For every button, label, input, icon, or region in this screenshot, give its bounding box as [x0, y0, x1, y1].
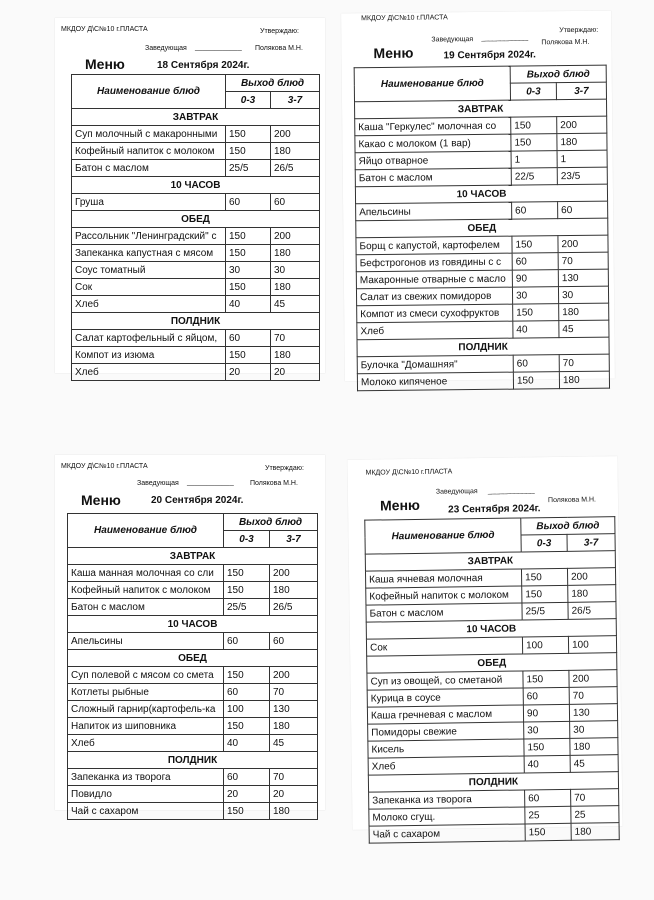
dish-name: Батон с маслом [366, 603, 522, 622]
portion-age-0-3: 60 [523, 687, 569, 705]
dish-name: Помидоры свежие [368, 722, 524, 741]
dish-name: Суп из овощей, со сметаной [367, 671, 523, 690]
menu-date: 20 Сентября 2024г. [151, 495, 244, 506]
section-title: ПОЛДНИК [357, 337, 609, 357]
portion-age-0-3: 150 [525, 823, 571, 841]
portion-age-0-3: 100 [522, 636, 568, 654]
column-header-age-0-3: 0-3 [521, 534, 567, 552]
dish-name: Сок [366, 637, 522, 656]
portion-age-0-3: 60 [513, 355, 559, 372]
dish-name: Молоко сгущ. [369, 807, 525, 826]
table-row [68, 786, 318, 803]
section-row [72, 313, 320, 330]
portion-age-3-7: 70 [569, 687, 617, 705]
head-name: Полякова М.Н. [547, 496, 596, 505]
portion-age-3-7: 30 [271, 262, 320, 279]
table-row [68, 684, 318, 701]
menu-title: Меню [85, 56, 125, 72]
dish-name: Каша манная молочная со сли [68, 565, 224, 582]
portion-age-3-7: 180 [270, 803, 318, 820]
dish-name: Апельсины [68, 633, 224, 650]
dish-name: Рассольник "Ленинградский" с [72, 228, 226, 245]
portion-age-3-7: 60 [558, 201, 608, 219]
column-header-name: Наименование блюд [354, 66, 510, 102]
table-row [72, 143, 320, 160]
section-row [68, 752, 318, 769]
portion-age-3-7: 60 [270, 633, 318, 650]
portion-age-3-7: 200 [558, 235, 608, 253]
menu-title: Меню [81, 492, 121, 508]
menu-date: 19 Сентября 2024г. [443, 49, 537, 62]
portion-age-3-7: 26/5 [568, 602, 616, 620]
table-row [72, 347, 320, 364]
portion-age-3-7: 200 [569, 670, 617, 688]
menu-date: 23 Сентября 2024г. [448, 503, 541, 516]
portion-age-0-3: 150 [513, 304, 559, 321]
portion-age-0-3: 60 [224, 769, 270, 786]
table-row [369, 823, 619, 843]
section-title: ЗАВТРАК [365, 551, 615, 571]
dish-name: Запеканка капустная с мясом [72, 245, 226, 262]
section-title: 10 ЧАСОВ [355, 184, 607, 204]
org-name: МКДОУ Д\С№10 г.ПЛАСТА [361, 14, 448, 23]
portion-age-0-3: 150 [511, 134, 557, 151]
portion-age-3-7: 70 [270, 684, 318, 701]
portion-age-0-3: 60 [226, 330, 271, 347]
dish-name: Запеканка из творога [369, 790, 525, 809]
portion-age-0-3: 60 [512, 253, 558, 270]
table-row [68, 701, 318, 718]
section-title: ОБЕД [68, 650, 318, 667]
head-label: Заведующая [137, 480, 179, 487]
column-header-name: Наименование блюд [72, 75, 226, 109]
menu-date: 18 Сентября 2024г. [157, 60, 250, 71]
org-name: МКДОУ Д\С№10 г.ПЛАСТА [61, 26, 148, 33]
section-row [72, 177, 320, 194]
section-title: ЗАВТРАК [72, 109, 320, 126]
portion-age-0-3: 90 [512, 270, 558, 287]
portion-age-0-3: 150 [226, 245, 271, 262]
portion-age-3-7: 25 [571, 806, 619, 824]
portion-age-0-3: 150 [224, 582, 270, 599]
dish-name: Котлеты рыбные [68, 684, 224, 701]
portion-age-3-7: 30 [570, 721, 618, 739]
section-row [72, 109, 320, 126]
column-header-age-0-3: 0-3 [224, 531, 270, 548]
dish-name: Сок [72, 279, 226, 296]
portion-age-0-3: 30 [524, 721, 570, 739]
portion-age-3-7: 180 [271, 347, 320, 364]
section-row [68, 548, 318, 565]
table-row [68, 599, 318, 616]
dish-name: Чай с сахаром [369, 824, 525, 843]
portion-age-3-7: 30 [558, 286, 608, 304]
portion-age-0-3: 150 [224, 718, 270, 735]
section-row [68, 616, 318, 633]
dish-name: Кофейный напиток с молоком [72, 143, 226, 160]
section-row [68, 650, 318, 667]
portion-age-0-3: 150 [226, 126, 271, 143]
table-row [68, 565, 318, 582]
dish-name: Хлеб [72, 364, 226, 381]
portion-age-0-3: 150 [523, 670, 569, 688]
dish-name: Борщ с капустой, картофелем [356, 236, 512, 255]
portion-age-3-7: 70 [559, 354, 609, 372]
portion-age-0-3: 20 [224, 786, 270, 803]
column-header-output: Выход блюд [226, 75, 320, 92]
portion-age-0-3: 40 [226, 296, 271, 313]
portion-age-3-7: 130 [569, 704, 617, 722]
table-row [72, 160, 320, 177]
org-name: МКДОУ Д\С№10 г.ПЛАСТА [61, 463, 148, 470]
portion-age-0-3: 40 [524, 755, 570, 773]
dish-name: Чай с сахаром [68, 803, 224, 820]
table-row [72, 364, 320, 381]
portion-age-0-3: 60 [226, 194, 271, 211]
portion-age-3-7: 26/5 [271, 160, 320, 177]
dish-name: Молоко кипяченое [357, 372, 513, 391]
dish-name: Каша гречневая с маслом [367, 705, 523, 724]
portion-age-3-7: 26/5 [270, 599, 318, 616]
dish-name: Курица в соусе [367, 688, 523, 707]
section-title: ОБЕД [367, 653, 617, 673]
head-signature-line: ____________ [481, 34, 529, 42]
portion-age-3-7: 180 [270, 718, 318, 735]
dish-name: Хлеб [368, 756, 524, 775]
portion-age-0-3: 150 [513, 372, 559, 389]
dish-name: Суп молочный с макаронными [72, 126, 226, 143]
table-row [68, 667, 318, 684]
column-header-name: Наименование блюд [365, 518, 521, 554]
table-row [72, 279, 320, 296]
dish-name: Соус томатный [72, 262, 226, 279]
portion-age-3-7: 20 [270, 786, 318, 803]
menu-sheet-1 [55, 18, 325, 378]
column-header-age-3-7: 3-7 [567, 534, 615, 552]
dish-name: Батон с маслом [355, 168, 511, 187]
portion-age-0-3: 40 [513, 321, 559, 338]
portion-age-0-3: 150 [224, 667, 270, 684]
section-row [72, 211, 320, 228]
portion-age-0-3: 150 [522, 585, 568, 603]
portion-age-3-7: 20 [271, 364, 320, 381]
portion-age-3-7: 180 [570, 738, 618, 756]
dish-name: Компот из смеси сухофруктов [357, 304, 513, 323]
portion-age-3-7: 180 [271, 245, 320, 262]
portion-age-3-7: 180 [568, 585, 616, 603]
head-name: Полякова М.Н. [541, 38, 590, 47]
table-row [72, 330, 320, 347]
head-signature-line: ____________ [187, 479, 234, 486]
portion-age-3-7: 23/5 [557, 167, 607, 185]
portion-age-0-3: 22/5 [511, 168, 557, 185]
dish-name: Какао с молоком (1 вар) [355, 134, 511, 153]
table-row [68, 769, 318, 786]
dish-name: Кисель [368, 739, 524, 758]
portion-age-0-3: 25/5 [226, 160, 271, 177]
dish-name: Батон с маслом [68, 599, 224, 616]
section-title: 10 ЧАСОВ [366, 619, 616, 639]
portion-age-3-7: 45 [270, 735, 318, 752]
table-row [72, 296, 320, 313]
table-row [72, 245, 320, 262]
portion-age-3-7: 200 [557, 116, 607, 134]
dish-name: Напиток из шиповника [68, 718, 224, 735]
dish-name: Макаронные отварные с масло [356, 270, 512, 289]
portion-age-3-7: 45 [559, 320, 609, 338]
section-title: ПОЛДНИК [368, 772, 618, 792]
dish-name: Груша [72, 194, 226, 211]
column-header-age-0-3: 0-3 [510, 83, 556, 100]
head-signature-line: ____________ [195, 44, 242, 51]
menu-sheet-2 [341, 11, 615, 388]
portion-age-0-3: 150 [511, 117, 557, 134]
portion-age-3-7: 70 [558, 252, 608, 270]
portion-age-0-3: 60 [512, 202, 558, 219]
portion-age-3-7: 130 [270, 701, 318, 718]
approve-label: Утверждаю: [559, 26, 599, 35]
dish-name: Батон с маслом [72, 160, 226, 177]
column-header-age-3-7: 3-7 [271, 92, 320, 109]
portion-age-0-3: 60 [224, 684, 270, 701]
section-title: ПОЛДНИК [72, 313, 320, 330]
dish-name: Сложный гарнир(картофель-ка [68, 701, 224, 718]
portion-age-0-3: 30 [512, 287, 558, 304]
portion-age-0-3: 150 [226, 143, 271, 160]
menu-title: Меню [379, 496, 421, 514]
dish-name: Кофейный напиток с молоком [366, 586, 522, 605]
table-row [357, 371, 609, 391]
portion-age-0-3: 150 [224, 803, 270, 820]
portion-age-3-7: 130 [558, 269, 608, 287]
portion-age-3-7: 180 [571, 823, 619, 841]
column-header-output: Выход блюд [521, 517, 615, 535]
column-header-age-0-3: 0-3 [226, 92, 271, 109]
menu-table [364, 516, 619, 843]
head-label: Заведующая [431, 36, 474, 44]
portion-age-0-3: 30 [226, 262, 271, 279]
table-row [68, 803, 318, 820]
section-title: 10 ЧАСОВ [72, 177, 320, 194]
section-title: ЗАВТРАК [355, 99, 607, 119]
portion-age-0-3: 150 [512, 236, 558, 253]
dish-name: Компот из изюма [72, 347, 226, 364]
table-row [72, 228, 320, 245]
dish-name: Каша ячневая молочная [365, 569, 521, 588]
head-label: Заведующая [435, 488, 478, 496]
portion-age-0-3: 60 [525, 789, 571, 807]
portion-age-0-3: 150 [521, 568, 567, 586]
menu-sheet-3 [55, 455, 325, 817]
section-title: ЗАВТРАК [68, 548, 318, 565]
portion-age-0-3: 150 [226, 228, 271, 245]
table-row [68, 633, 318, 650]
portion-age-3-7: 200 [271, 126, 320, 143]
head-label: Заведующая [145, 45, 187, 52]
dish-name: Хлеб [357, 321, 513, 340]
column-header-name: Наименование блюд [68, 514, 224, 548]
table-row [68, 735, 318, 752]
table-row [68, 582, 318, 599]
dish-name: Запеканка из творога [68, 769, 224, 786]
portion-age-3-7: 45 [570, 755, 618, 773]
dish-name: Кофейный напиток с молоком [68, 582, 224, 599]
portion-age-3-7: 200 [270, 565, 318, 582]
dish-name: Салат из свежих помидоров [356, 287, 512, 306]
menu-table [71, 74, 320, 381]
section-title: ОБЕД [72, 211, 320, 228]
portion-age-3-7: 180 [557, 133, 607, 151]
portion-age-3-7: 180 [270, 582, 318, 599]
section-title: ОБЕД [356, 218, 608, 238]
portion-age-0-3: 100 [224, 701, 270, 718]
portion-age-0-3: 25/5 [224, 599, 270, 616]
approve-label: Утверждаю: [260, 28, 299, 35]
dish-name: Апельсины [356, 202, 512, 221]
dish-name: Каша "Геркулес" молочная со [355, 117, 511, 136]
portion-age-3-7: 45 [271, 296, 320, 313]
portion-age-3-7: 180 [559, 303, 609, 321]
head-name: Полякова М.Н. [250, 480, 298, 487]
portion-age-0-3: 150 [226, 279, 271, 296]
portion-age-3-7: 70 [270, 769, 318, 786]
portion-age-0-3: 20 [226, 364, 271, 381]
dish-name: Суп полевой с мясом со смета [68, 667, 224, 684]
dish-name: Булочка "Домашняя" [357, 355, 513, 374]
portion-age-0-3: 90 [523, 704, 569, 722]
column-header-age-3-7: 3-7 [556, 82, 606, 100]
portion-age-3-7: 60 [271, 194, 320, 211]
dish-name: Повидло [68, 786, 224, 803]
column-header-output: Выход блюд [224, 514, 318, 531]
head-signature-line: ____________ [487, 487, 535, 495]
table-row [68, 718, 318, 735]
table-row [72, 194, 320, 211]
portion-age-3-7: 1 [557, 150, 607, 168]
dish-name: Хлеб [68, 735, 224, 752]
column-header-output: Выход блюд [510, 65, 606, 83]
portion-age-3-7: 180 [271, 143, 320, 160]
portion-age-0-3: 25 [525, 806, 571, 824]
portion-age-0-3: 40 [224, 735, 270, 752]
dish-name: Бефстрогонов из говядины с с [356, 253, 512, 272]
portion-age-0-3: 150 [226, 347, 271, 364]
org-name: МКДОУ Д\С№10 г.ПЛАСТА [365, 468, 453, 477]
section-title: 10 ЧАСОВ [68, 616, 318, 633]
portion-age-0-3: 150 [224, 565, 270, 582]
portion-age-3-7: 180 [271, 279, 320, 296]
portion-age-3-7: 70 [271, 330, 320, 347]
dish-name: Салат картофельный с яйцом, [72, 330, 226, 347]
portion-age-0-3: 60 [224, 633, 270, 650]
table-row [72, 126, 320, 143]
portion-age-0-3: 25/5 [522, 602, 568, 620]
dish-name: Яйцо отварное [355, 151, 511, 170]
approve-label: Утверждаю: [265, 465, 304, 472]
portion-age-3-7: 70 [571, 789, 619, 807]
portion-age-3-7: 100 [568, 636, 616, 654]
portion-age-0-3: 1 [511, 151, 557, 168]
portion-age-3-7: 200 [567, 568, 615, 586]
menu-sheet-4 [347, 456, 622, 841]
portion-age-3-7: 180 [559, 371, 609, 389]
portion-age-3-7: 200 [271, 228, 320, 245]
menu-table [67, 513, 318, 820]
table-row [72, 262, 320, 279]
column-header-age-3-7: 3-7 [270, 531, 318, 548]
portion-age-0-3: 150 [524, 738, 570, 756]
portion-age-3-7: 200 [270, 667, 318, 684]
menu-title: Меню [373, 44, 414, 62]
head-name: Полякова М.Н. [255, 45, 303, 52]
dish-name: Хлеб [72, 296, 226, 313]
menu-table [354, 65, 610, 392]
section-title: ПОЛДНИК [68, 752, 318, 769]
